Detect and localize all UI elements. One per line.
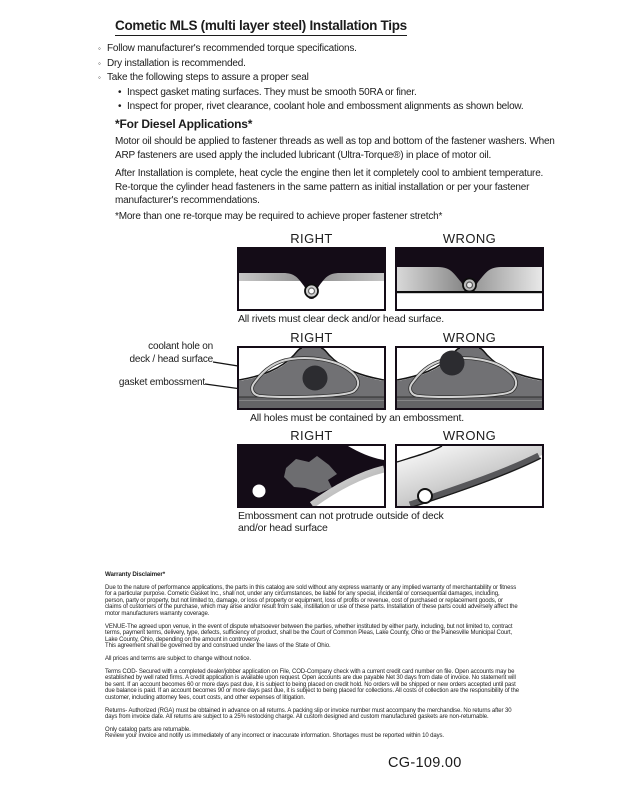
- gasket-embossment-callout: gasket embossment: [118, 377, 205, 388]
- embossment-diagram-wrong: [395, 346, 544, 410]
- right-label: RIGHT: [290, 330, 333, 345]
- protrusion-diagram-wrong-column: [395, 428, 544, 508]
- legal-paragraph: Due to the nature of performance applications, the parts in this catalog are sold without any express warranty or any implied warranty of merchantability or fitness for a particular purpose. Cometic Gasket Inc., shall not, under any circumstances, be liable for any special, incidental or consequential damages, including, person, party or property, but not limited to, damage, or loss of property or equipment, loss of profits or revenue, cost of purchased or replacement goods, or claims of customers of the purchase, which may arise and/or result from sale, instillation or use of these parts. Installation of these parts could adversely affect the motor manufacturers warranty coverage.: [105, 584, 518, 617]
- bolt-hole-icon: [253, 485, 266, 498]
- page-number: CG-109.00: [388, 755, 462, 771]
- rivet-diagram-wrong-column: [395, 231, 544, 311]
- coolant-hole-icon: [303, 366, 328, 391]
- tip-bullet-item: [98, 57, 568, 72]
- wrong-label: WRONG: [442, 428, 497, 443]
- legal-paragraph: Only catalog parts are returnable.: [105, 726, 191, 733]
- wrong-label: WRONG: [442, 231, 497, 246]
- rivet-diagram-right: [237, 247, 386, 311]
- protrusion-diagram-wrong: [395, 444, 544, 508]
- tip-bullet-item: [98, 71, 568, 86]
- diesel-applications-heading: *For Diesel Applications*: [115, 117, 253, 131]
- legal-fine-print: [105, 572, 520, 746]
- embossment-inside-illustration: [239, 446, 384, 506]
- wrong-label: WRONG: [442, 330, 497, 345]
- installation-tips-list: [98, 42, 568, 115]
- hole-contained-illustration: [239, 348, 384, 408]
- embossment-diagram-wrong-column: [395, 330, 544, 410]
- embossment-diagram-right: [237, 346, 386, 410]
- legal-paragraph: Returns- Authorized (RGA) must be obtained in advance on all returns. A packing slip or invoice number must accompany the merchandise. No returns after 30 days from invoice date. All returns are subject to a 25% restocking charge. All custom designed and custom manufactured gaskets are non-returnable.: [105, 707, 512, 721]
- rivet-clear-illustration: [239, 249, 384, 309]
- coolant-hole-callout: coolant hole on deck / head surface: [129, 341, 213, 365]
- rivet-row-caption: All rivets must clear deck and/or head surface.: [238, 313, 444, 325]
- rivet-diagram-right-column: [237, 231, 386, 311]
- tip-sub-bullet-text: Inspect for proper, rivet clearance, coolant hole and embossment alignments as shown below.: [127, 101, 524, 112]
- protrusion-row-caption: Embossment can not protrude outside of deck and/or head surface: [238, 510, 444, 534]
- tip-bullet-text: Dry installation is recommended.: [107, 57, 246, 69]
- legal-paragraph: Review your invoice and notify us immediately of any incorrect or inaccurate information. Shortages must be reported within 10 days.: [105, 733, 444, 740]
- tip-sub-bullet-item: [98, 100, 568, 115]
- protrusion-diagram-right: [237, 444, 386, 508]
- rivet-interference-illustration: [397, 249, 542, 309]
- warranty-disclaimer-heading: Warranty Disclaimer*: [105, 571, 166, 578]
- rivet-diagram-wrong: [395, 247, 544, 311]
- tip-sub-bullet-item: [98, 86, 568, 101]
- legal-paragraph: Terms COD- Secured with a completed dealer/jobber application on File, COD-Company check with a current credit card number on file. Open accounts may be established by well rated firms. A credit application is available upon request. Open accounts are due payable Net 30 days from date of invoice. No statement will be sent. If an account becomes 60 or more days past due, it is subject to being placed on credit hold. No orders will be shipped or new orders accepted until past due balance is paid. If an account becomes 90 or more days past due, it is subject to being placed for collections. All costs of collection are the responsibility of the customer, including attorney fees, court costs, and other expenses of litigation.: [105, 668, 520, 701]
- diesel-paragraph-2: After Installation is complete, heat cycle the engine then let it completely cool to ambient temperature. Re-torque the cylinder head fasteners in the same pattern as initial installation or per your fastener manufacturer's recommendations.: [115, 168, 544, 206]
- tip-sub-bullet-text: Inspect gasket mating surfaces. They must be smooth 50RA or finer.: [127, 86, 417, 98]
- filled-bullet-icon: •: [118, 101, 122, 112]
- tip-bullet-text: Take the following steps to assure a proper seal: [107, 72, 309, 83]
- open-bullet-icon: ◦: [98, 44, 101, 53]
- embossment-diagram-row: [237, 330, 544, 410]
- coolant-hole-icon: [440, 351, 465, 376]
- right-label: RIGHT: [290, 428, 333, 443]
- rivet-diagram-row: [237, 231, 544, 311]
- embossment-diagram-right-column: [237, 330, 386, 410]
- filled-bullet-icon: •: [118, 86, 122, 98]
- legal-paragraph: This agreement shall be governed by and construed under the laws of the State of Ohio.: [105, 643, 331, 650]
- tip-bullet-item: [98, 42, 568, 57]
- open-bullet-icon: ◦: [98, 58, 101, 68]
- diesel-paragraph-1: Motor oil should be applied to fastener threads as well as top and bottom of the fastener washers. When ARP fasteners are used apply the included lubricant (Ultra-Torque®) in place of motor oil.: [115, 136, 555, 161]
- embossment-protruding-illustration: [397, 446, 542, 506]
- bolt-hole-icon: [418, 489, 432, 503]
- retorque-note: *More than one re-torque may be required to achieve proper fastener stretch*: [115, 211, 443, 222]
- right-label: RIGHT: [290, 231, 333, 246]
- tip-bullet-text: Follow manufacturer's recommended torque specifications.: [107, 43, 357, 54]
- hole-outside-illustration: [397, 348, 542, 408]
- protrusion-diagram-row: [237, 428, 544, 508]
- page-title: Cometic MLS (multi layer steel) Installation Tips: [115, 18, 407, 36]
- open-bullet-icon: ◦: [98, 73, 101, 82]
- protrusion-diagram-right-column: [237, 428, 386, 508]
- legal-paragraph: All prices and terms are subject to change without notice.: [105, 655, 251, 662]
- legal-paragraph: VENUE-The agreed upon venue, in the event of dispute whatsoever between the parties, whether instituted by either party, including, but not limited to, contract terms, payment terms, delivery, type, defects, sufficiency of product, shall be the Court of Common Pleas, Lake County, Ohio or the Painesville Municipal Court, Lake County, Ohio, depending on the amount in controversy.: [105, 623, 513, 643]
- embossment-row-caption: All holes must be contained by an embossment.: [250, 412, 464, 424]
